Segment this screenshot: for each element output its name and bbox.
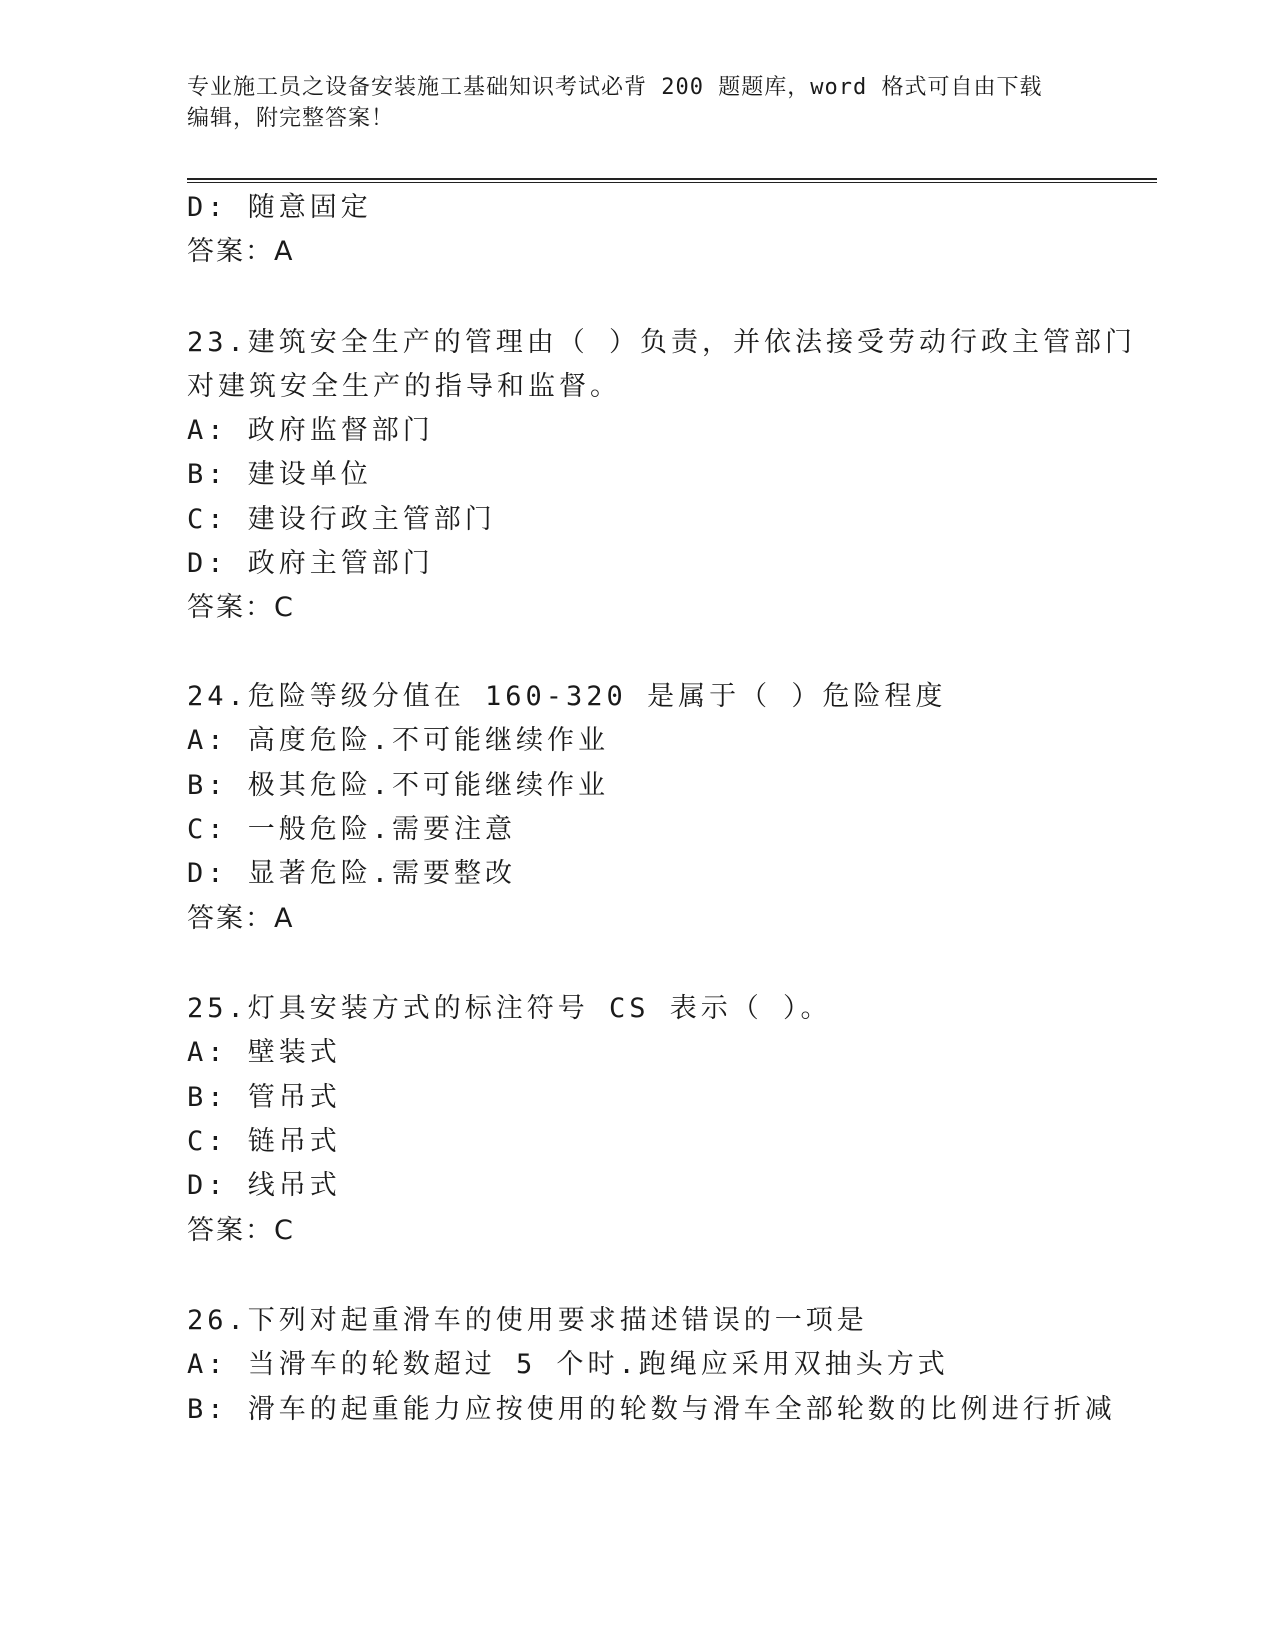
header-line-1: 专业施工员之设备安装施工基础知识考试必背 200 题题库，word 格式可自由下载 xyxy=(187,75,1043,100)
q23-option-a: A: 政府监督部门 xyxy=(187,415,434,446)
q23-stem-line-2: 对建筑安全生产的指导和监督。 xyxy=(187,371,621,402)
q24-option-d: D: 显著危险.需要整改 xyxy=(187,858,517,889)
q25-option-c: C: 链吊式 xyxy=(187,1126,341,1157)
q23-option-c: C: 建设行政主管部门 xyxy=(187,504,496,535)
q24-stem: 24.危险等级分值在 160-320 是属于（ ）危险程度 xyxy=(187,681,947,712)
q25-stem: 25.灯具安装方式的标注符号 CS 表示（ ）。 xyxy=(187,993,832,1024)
header-line-2: 编辑，附完整答案！ xyxy=(187,106,395,131)
q24-answer: 答案：A xyxy=(187,903,295,934)
q23-option-b: B: 建设单位 xyxy=(187,459,372,490)
q26-option-b: B: 滑车的起重能力应按使用的轮数与滑车全部轮数的比例进行折减 xyxy=(187,1394,1116,1425)
q23-stem-line-1: 23.建筑安全生产的管理由（ ）负责，并依法接受劳动行政主管部门 xyxy=(187,327,1137,358)
q26-stem: 26.下列对起重滑车的使用要求描述错误的一项是 xyxy=(187,1305,868,1336)
q23-answer: 答案：C xyxy=(187,592,295,623)
q25-option-a: A: 壁装式 xyxy=(187,1037,341,1068)
q22-answer: 答案：A xyxy=(187,236,295,267)
q24-option-c: C: 一般危险.需要注意 xyxy=(187,814,517,845)
q23-option-d: D: 政府主管部门 xyxy=(187,548,434,579)
q25-answer: 答案：C xyxy=(187,1215,295,1246)
q24-option-b: B: 极其危险.不可能继续作业 xyxy=(187,770,610,801)
header-divider xyxy=(187,178,1157,183)
q26-option-a: A: 当滑车的轮数超过 5 个时.跑绳应采用双抽头方式 xyxy=(187,1349,949,1380)
q24-option-a: A: 高度危险.不可能继续作业 xyxy=(187,725,610,756)
q25-option-d: D: 线吊式 xyxy=(187,1170,341,1201)
q22-option-d: D: 随意固定 xyxy=(187,192,372,223)
q25-option-b: B: 管吊式 xyxy=(187,1082,341,1113)
document-header xyxy=(187,72,1067,134)
